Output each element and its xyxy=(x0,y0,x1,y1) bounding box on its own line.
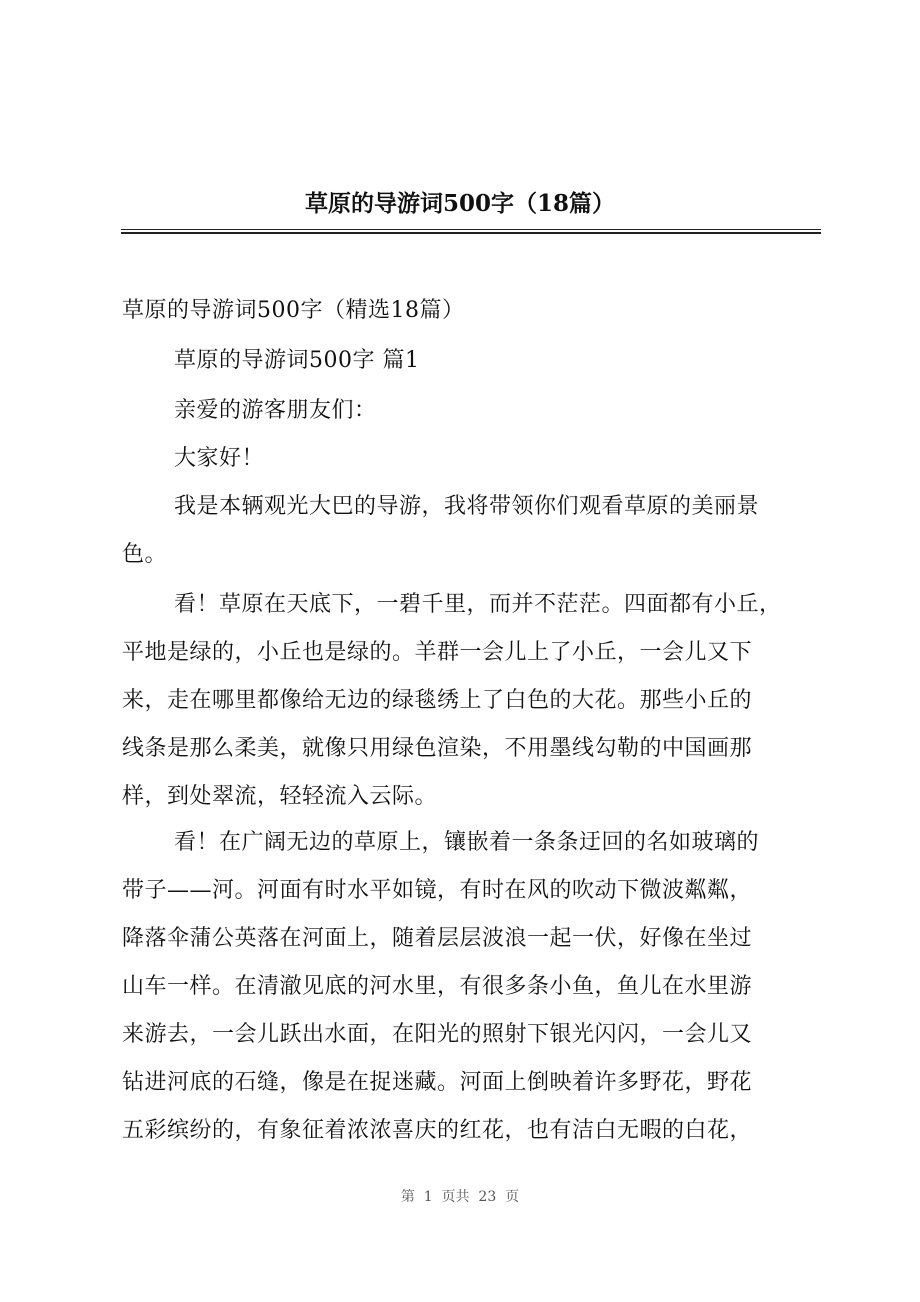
title-rule-thin xyxy=(121,229,821,230)
paragraph-line: 降落伞蒲公英落在河面上，随着层层波浪一起一伏，好像在坐过 xyxy=(122,926,753,951)
paragraph-line: 我是本辆观光大巴的导游，我将带领你们观看草原的美丽景 xyxy=(174,494,760,519)
paragraph-line: 来，走在哪里都像给无边的绿毯绣上了白色的大花。那些小丘的 xyxy=(122,688,753,713)
paragraph-line: 钻进河底的石缝，像是在捉迷藏。河面上倒映着许多野花，野花 xyxy=(122,1070,753,1095)
greeting-line: 亲爱的游客朋友们： xyxy=(174,398,377,423)
paragraph-line: 平地是绿的，小丘也是绿的。羊群一会儿上了小丘，一会儿又下 xyxy=(122,640,753,665)
paragraph-line: 来游去，一会儿跃出水面，在阳光的照射下银光闪闪，一会儿又 xyxy=(122,1022,753,1047)
document-title: 草原的导游词500字（18篇） xyxy=(304,190,616,217)
section-heading: 草原的导游词500字 篇1 xyxy=(174,348,420,373)
paragraph-line: 带子——河。河面有时水平如镜，有时在风的吹动下微波粼粼， xyxy=(122,878,753,903)
title-rule-thick xyxy=(121,232,821,234)
paragraph-line: 样，到处翠流，轻轻流入云际。 xyxy=(122,784,438,809)
paragraph-line: 山车一样。在清澈见底的河水里，有很多条小鱼，鱼儿在水里游 xyxy=(122,974,753,999)
paragraph-line: 线条是那么柔美，就像只用绿色渲染，不用墨线勾勒的中国画那 xyxy=(122,736,753,761)
paragraph-line: 五彩缤纷的，有象征着浓浓喜庆的红花，也有洁白无暇的白花， xyxy=(122,1118,753,1143)
paragraph-line: 看！在广阔无边的草原上，镶嵌着一条条迂回的名如玻璃的 xyxy=(174,830,760,855)
document-subtitle: 草原的导游词500字（精选18篇） xyxy=(122,298,465,323)
paragraph-line: 色。 xyxy=(122,542,168,567)
page-number-footer: 第 1 页共 23 页 xyxy=(400,1189,520,1205)
paragraph-line: 看！草原在天底下，一碧千里，而并不茫茫。四面都有小丘， xyxy=(174,592,782,617)
hello-line: 大家好！ xyxy=(174,446,265,471)
